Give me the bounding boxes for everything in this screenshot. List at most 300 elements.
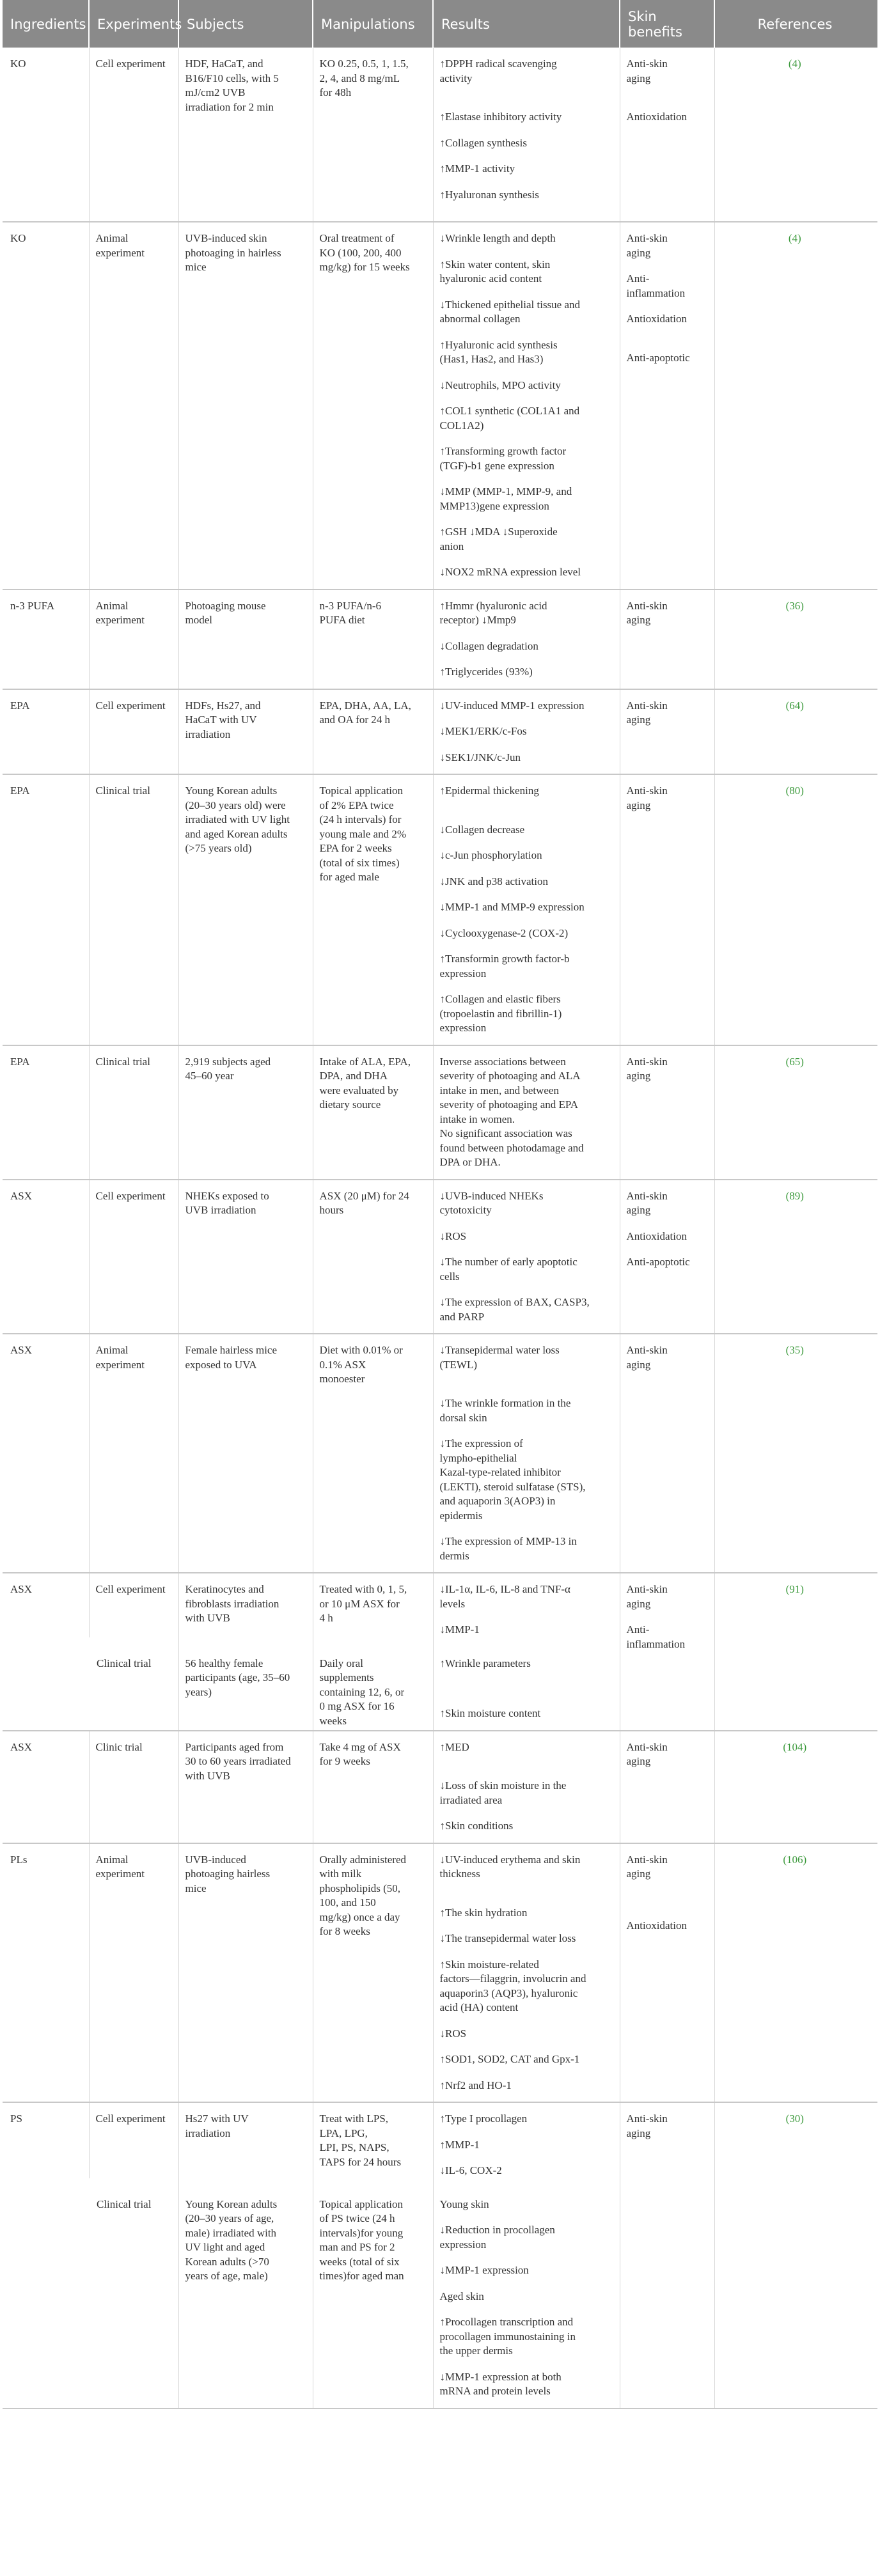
subjects-cell: [178, 1180, 313, 1334]
result-item-line: ↓JNK and p38 activation: [439, 875, 548, 887]
experiment-cell: [89, 2178, 178, 2408]
benefit-item-line: Anti-skin: [626, 1740, 668, 1753]
result-item: [440, 699, 611, 714]
result-item-line: ↓UV-induced erythema and skin: [439, 1853, 581, 1866]
benefit-item: [627, 231, 705, 260]
benefit-item-line: Antioxidation: [626, 313, 687, 325]
subjects-line: photoaging in hairless: [185, 246, 281, 259]
result-item-line: ↓ROS: [439, 1229, 467, 1242]
manipulations-line: mg/kg) once a day: [319, 1910, 400, 1923]
manipulations-line: dietary source: [319, 1098, 381, 1111]
result-item-line: ↓Wrinkle length and depth: [439, 232, 556, 244]
experiment-cell: [89, 1573, 178, 1637]
manipulations-line: times)for aged man: [319, 2270, 404, 2282]
results-cell: [433, 1637, 620, 1731]
benefit-item-line: Anti-apoptotic: [626, 351, 690, 364]
reference-link[interactable]: (35): [785, 1344, 804, 1356]
reference-cell: [714, 1180, 877, 1334]
result-item: [440, 2027, 611, 2041]
result-item: [440, 2315, 611, 2359]
benefit-item-line: aging: [626, 1358, 651, 1371]
subjects-line: UVB-induced skin: [185, 232, 267, 244]
manipulations-line: 100, and 150: [319, 1896, 376, 1909]
table-bottom-rule: [3, 2408, 877, 2409]
result-item-line: ↓The wrinkle formation in the: [439, 1397, 571, 1409]
subjects-line: Keratinocytes and: [185, 1583, 264, 1595]
result-item-line: intake in women.: [439, 1112, 515, 1125]
result-item-line: factors—filaggrin, involucrin and: [439, 1972, 586, 1985]
ingredient-cell: ASX: [3, 1731, 89, 1843]
manipulations-line: and OA for 24 h: [319, 714, 390, 726]
result-item-line: ↑MMP-1 activity: [439, 162, 515, 175]
manipulations-cell: [313, 589, 433, 689]
subjects-line: (20–30 years old) were: [185, 799, 286, 811]
ingredient-cell: n-3 PUFA: [3, 589, 89, 689]
result-item: [440, 2370, 611, 2399]
skin-benefits-cell: [620, 222, 714, 589]
subjects-line: and aged Korean adults: [185, 827, 288, 840]
result-item-line: (TEWL): [439, 1358, 478, 1371]
skin-benefits-cell: [620, 1045, 714, 1180]
manipulations-line: KO (100, 200, 400: [319, 246, 402, 259]
benefit-item: [627, 599, 705, 628]
results-cell: [433, 1731, 620, 1843]
result-item: [440, 599, 611, 628]
results-cell: [433, 1573, 620, 1637]
result-item-line: ↓Reduction in procollagen: [439, 2224, 555, 2236]
skin-benefits-cell: [620, 1731, 714, 1843]
result-item-line: ↓The expression of MMP-13 in: [439, 1535, 577, 1547]
experiment-line: Clinical trial: [95, 1055, 150, 1068]
experiment-cell: [89, 1637, 178, 1731]
result-item-line: ↓UVB-induced NHEKs: [439, 1189, 544, 1202]
reference-link[interactable]: (104): [783, 1740, 807, 1753]
result-item-line: ↓Transepidermal water loss: [439, 1344, 560, 1356]
subjects-cell: [178, 689, 313, 775]
experiment-cell: [89, 48, 178, 222]
reference-link[interactable]: (91): [785, 1583, 804, 1595]
experiment-line: Clinical trial: [97, 1657, 152, 1669]
benefit-item-line: Anti-skin: [626, 699, 668, 712]
subjects-line: irradiation for 2 min: [185, 100, 274, 113]
reference-link[interactable]: (30): [785, 2112, 804, 2125]
results-cell: [433, 774, 620, 1045]
manipulations-line: Orally administered: [319, 1853, 406, 1866]
subjects-line: Korean adults (>70: [185, 2255, 269, 2268]
result-item: [440, 1255, 611, 1284]
result-item: [440, 1706, 611, 1721]
reference-link[interactable]: (106): [783, 1853, 807, 1866]
result-item-line: ↑Epidermal thickening: [439, 785, 539, 797]
subjects-cell: [178, 2178, 313, 2408]
result-item: [440, 1295, 611, 1324]
subjects-line: B16/F10 cells, with 5: [185, 72, 279, 84]
experiment-line: Animal: [95, 1853, 129, 1866]
result-item-line: ↑Skin water content, skin: [439, 258, 551, 270]
result-item-line: ↓The number of early apoptotic: [439, 1256, 578, 1268]
table-row: [3, 1180, 877, 1334]
result-item-line: ↓MMP-1 expression at both: [439, 2370, 562, 2383]
manipulations-line: LPA, LPG,: [319, 2127, 368, 2139]
benefit-item-line: Anti-skin: [626, 58, 668, 70]
result-item: [440, 784, 611, 799]
ingredients-table: [3, 0, 877, 2408]
experiment-line: Cell experiment: [95, 58, 166, 70]
result-item: [440, 2290, 611, 2304]
ingredient-cell: ASX: [3, 1334, 89, 1573]
benefit-item-line: aging: [626, 1868, 651, 1880]
result-item-line: ↓Collagen degradation: [439, 639, 538, 652]
subjects-line: HDFs, Hs27, and: [185, 699, 261, 712]
result-item: [440, 2223, 611, 2252]
benefit-item-line: Anti-skin: [626, 1344, 668, 1356]
result-item-line: cytotoxicity: [439, 1204, 492, 1216]
subjects-line: Participants aged from: [185, 1740, 284, 1753]
result-item-line: severity of photoaging and ALA: [439, 1070, 581, 1082]
manipulations-line: n-3 PUFA/n-6: [319, 599, 381, 612]
result-item: [440, 751, 611, 765]
reference-cell: [714, 1334, 877, 1573]
result-item-line: dermis: [439, 1549, 469, 1562]
manipulations-line: containing 12, 6, or: [319, 1685, 405, 1698]
manipulations-cell: [313, 2178, 433, 2408]
manipulations-line: were evaluated by: [319, 1084, 399, 1097]
result-item-line: acid (HA) content: [439, 2001, 519, 2013]
benefit-item: [627, 272, 705, 301]
result-item-line: epidermis: [439, 1509, 483, 1522]
manipulations-cell: [313, 1637, 433, 1731]
result-item: [440, 1343, 611, 1372]
subjects-line: with UVB: [185, 1612, 230, 1624]
experiment-line: experiment: [95, 614, 145, 626]
benefit-item: [627, 699, 705, 728]
table-row: [3, 1731, 877, 1843]
benefit-item: [627, 1255, 705, 1270]
reference-link[interactable]: (89): [785, 1189, 804, 1202]
experiment-cell: [89, 1843, 178, 2103]
manipulations-line: Oral treatment of: [319, 232, 395, 244]
experiment-line: Animal: [95, 599, 129, 612]
benefit-item-line: Anti-apoptotic: [626, 1256, 690, 1268]
result-item-line: ↓MMP (MMP-1, MMP-9, and: [439, 485, 572, 497]
reference-link[interactable]: (36): [785, 599, 804, 612]
result-item-line: and PARP: [439, 1310, 485, 1323]
manipulations-line: for 9 weeks: [319, 1755, 370, 1767]
result-item-line: ↑GSH ↓MDA ↓Superoxide: [439, 526, 558, 538]
result-item-line: irradiated area: [439, 1793, 503, 1806]
result-item-line: levels: [439, 1597, 466, 1610]
result-item: [440, 2112, 611, 2127]
manipulations-line: KO 0.25, 0.5, 1, 1.5,: [319, 58, 409, 70]
result-item-line: the upper dermis: [439, 2345, 513, 2357]
manipulations-cell: [313, 1843, 433, 2103]
manipulations-cell: [313, 689, 433, 775]
result-item: [440, 1229, 611, 1244]
manipulations-line: of PS twice (24 h: [319, 2212, 395, 2224]
subjects-line: Female hairless mice: [185, 1344, 278, 1356]
result-item: [440, 875, 611, 889]
subjects-cell: [178, 1843, 313, 2103]
benefit-item-line: Anti-skin: [626, 1853, 668, 1866]
results-cell: [433, 689, 620, 775]
result-item-line: receptor) ↓Mmp9: [439, 614, 516, 626]
benefit-item: [627, 1343, 705, 1372]
result-item-line: Aged skin: [439, 2290, 484, 2302]
result-item-line: ↓IL-6, COX-2: [439, 2164, 502, 2176]
result-item: [440, 338, 611, 367]
reference-cell: [714, 1731, 877, 1843]
ingredient-cell: PLs: [3, 1843, 89, 2103]
header-references: References: [714, 0, 877, 48]
table-row: [3, 48, 877, 222]
subjects-cell: [178, 222, 313, 589]
result-item-line: ↑MED: [439, 1740, 469, 1753]
benefit-item-line: aging: [626, 1204, 651, 1216]
manipulations-line: weeks (total of six: [319, 2255, 400, 2268]
results-cell: [433, 2178, 620, 2408]
benefit-item: [627, 1919, 705, 1933]
header-subjects: Subjects: [178, 0, 313, 48]
experiment-cell: [89, 1045, 178, 1180]
subjects-line: model: [185, 614, 212, 626]
result-item-line: ↓UV-induced MMP-1 expression: [439, 699, 585, 712]
benefit-item: [627, 1623, 705, 1651]
benefit-item-line: Anti-: [626, 1623, 650, 1635]
ingredient-cell: KO: [3, 222, 89, 589]
reference-link[interactable]: (80): [785, 785, 804, 797]
subjects-cell: [178, 1334, 313, 1573]
result-item: [440, 1932, 611, 1946]
experiment-cell: [89, 222, 178, 589]
subjects-line: UVB irradiation: [185, 1204, 256, 1216]
result-item: [440, 2197, 611, 2212]
result-item: [440, 404, 611, 433]
benefit-item: [627, 784, 705, 813]
subjects-line: Photoaging mouse: [185, 599, 266, 612]
experiment-line: Clinical trial: [95, 785, 150, 797]
result-item-line: hyaluronic acid content: [439, 272, 542, 285]
result-item-line: (tropoelastin and fibrillin-1): [439, 1007, 562, 1020]
experiment-cell: [89, 589, 178, 689]
reference-cell: [714, 1843, 877, 2103]
result-item-line: ↑Elastase inhibitory activity: [439, 111, 562, 123]
subjects-line: with UVB: [185, 1769, 230, 1782]
reference-cell: [714, 589, 877, 689]
result-item-line: ↑Transforming growth factor: [439, 445, 567, 457]
ingredient-cell: EPA: [3, 774, 89, 1045]
manipulations-line: Daily oral: [319, 1657, 363, 1669]
result-item-line: ↓MEK1/ERK/c-Fos: [439, 725, 527, 737]
experiment-cell: [89, 774, 178, 1045]
result-item-line: ↓IL-1α, IL-6, IL-8 and TNF-α: [439, 1583, 570, 1595]
result-item-line: ↓The transepidermal water loss: [439, 1932, 576, 1944]
benefit-item-line: Anti-skin: [626, 2112, 668, 2125]
result-item-line: severity of photoaging and EPA: [439, 1098, 579, 1111]
manipulations-line: Take 4 mg of ASX: [319, 1740, 401, 1753]
subjects-line: mice: [185, 1882, 207, 1894]
result-item: [440, 1853, 611, 1882]
result-item-line: ↑Collagen and elastic fibers: [439, 993, 561, 1005]
ingredient-cell: ASX: [3, 1573, 89, 1731]
manipulations-line: monoester: [319, 1373, 365, 1385]
benefit-item: [627, 1055, 705, 1084]
manipulations-cell: [313, 1334, 433, 1573]
subjects-line: HaCaT with UV: [185, 714, 257, 726]
subjects-cell: [178, 48, 313, 222]
subjects-cell: [178, 1637, 313, 1731]
table-row: [3, 589, 877, 689]
result-item-line: ↓The expression of BAX, CASP3,: [439, 1296, 590, 1308]
experiment-cell: [89, 1180, 178, 1334]
ingredient-cell: ASX: [3, 1180, 89, 1334]
result-item: [440, 258, 611, 286]
subjects-line: years of age, male): [185, 2270, 268, 2282]
results-cell: [433, 1180, 620, 1334]
result-item-line: ↑Nrf2 and HO-1: [439, 2079, 512, 2091]
subjects-line: 2,919 subjects aged: [185, 1055, 271, 1068]
reference-link[interactable]: (4): [788, 232, 801, 244]
result-item: [440, 1055, 611, 1170]
result-item: [440, 848, 611, 863]
result-item: [440, 724, 611, 739]
subjects-cell: [178, 1045, 313, 1180]
benefit-item: [627, 1189, 705, 1218]
result-item-line: ↑The skin hydration: [439, 1906, 528, 1919]
subjects-line: NHEKs exposed to: [185, 1189, 269, 1202]
result-item: [440, 1437, 611, 1523]
subjects-line: fibroblasts irradiation: [185, 1597, 279, 1610]
benefit-item: [627, 1740, 705, 1769]
reference-link[interactable]: (64): [785, 699, 804, 712]
results-cell: [433, 1045, 620, 1180]
table-header-row: [3, 0, 877, 48]
table-row: [3, 1573, 877, 1637]
reference-cell: [714, 1045, 877, 1180]
result-item-line: dorsal skin: [439, 1411, 487, 1424]
result-item-line: cells: [439, 1270, 460, 1283]
result-item-line: ↑Collagen synthesis: [439, 136, 527, 149]
skin-benefits-cell: [620, 1180, 714, 1334]
manipulations-cell: [313, 1573, 433, 1637]
subjects-line: mJ/cm2 UVB: [185, 86, 246, 98]
benefit-item-line: Anti-skin: [626, 599, 668, 612]
result-item-line: ↑Skin moisture content: [439, 1707, 541, 1719]
subjects-line: participants (age, 35–60: [185, 1671, 290, 1683]
result-item-line: (Has1, Has2, and Has3): [439, 353, 544, 365]
skin-benefits-cell: [620, 48, 714, 222]
result-item-line: ↑Triglycerides (93%): [439, 666, 533, 678]
table-row: [3, 774, 877, 1045]
result-item: [440, 485, 611, 513]
result-item-line: ↓Neutrophils, MPO activity: [439, 379, 561, 391]
result-item-line: thickness: [439, 1868, 480, 1880]
manipulations-line: with milk: [319, 1868, 362, 1880]
result-item-line: (TGF)-b1 gene expression: [439, 459, 554, 472]
reference-cell: [714, 1573, 877, 1731]
result-item-line: activity: [439, 72, 473, 84]
manipulations-cell: [313, 1045, 433, 1180]
ingredient-cell: PS: [3, 2102, 89, 2408]
result-item-line: ↑COL1 synthetic (COL1A1 and: [439, 405, 580, 417]
result-item-line: ↓c-Jun phosphorylation: [439, 849, 542, 861]
subjects-line: irradiation: [185, 728, 231, 740]
result-item: [440, 992, 611, 1036]
reference-link[interactable]: (65): [785, 1055, 804, 1068]
manipulations-line: or 10 μM ASX for: [319, 1597, 400, 1610]
result-item-line: ↑MMP-1: [439, 2138, 480, 2151]
experiment-cell: [89, 1334, 178, 1573]
subjects-cell: [178, 589, 313, 689]
manipulations-line: PUFA diet: [319, 614, 365, 626]
result-item: [440, 900, 611, 915]
result-item-line: ↑Hmmr (hyaluronic acid: [439, 599, 547, 612]
manipulations-cell: [313, 1180, 433, 1334]
manipulations-line: EPA for 2 weeks: [319, 842, 392, 854]
result-item: [440, 1906, 611, 1921]
result-item-line: ↑Skin moisture-related: [439, 1958, 539, 1971]
benefit-item-line: aging: [626, 799, 651, 811]
header-skin-benefits: Skin benefits: [620, 0, 714, 48]
manipulations-line: DPA, and DHA: [319, 1070, 388, 1082]
benefit-item-line: aging: [626, 72, 651, 84]
benefit-item: [627, 1582, 705, 1611]
experiment-line: Animal: [95, 1344, 129, 1356]
result-item-line: Young skin: [439, 2197, 489, 2210]
result-item-line: ↑Procollagen transcription and: [439, 2316, 574, 2328]
result-item-line: expression: [439, 2238, 487, 2251]
experiment-line: Clinical trial: [97, 2197, 152, 2210]
subjects-line: mice: [185, 261, 207, 273]
ingredient-cell: EPA: [3, 689, 89, 775]
benefit-item-line: Antioxidation: [626, 1919, 687, 1932]
results-cell: [433, 222, 620, 589]
table-row: [3, 1843, 877, 2103]
result-item-line: ↓MMP-1: [439, 1623, 480, 1635]
result-item-line: No significant association was: [439, 1127, 572, 1139]
subjects-line: exposed to UVA: [185, 1358, 257, 1371]
benefit-item: [627, 1229, 705, 1244]
subjects-line: irradiated with UV light: [185, 813, 290, 825]
subjects-cell: [178, 1573, 313, 1637]
result-item: [440, 231, 611, 246]
manipulations-line: Treat with LPS,: [319, 2112, 389, 2125]
result-item: [440, 1779, 611, 1807]
subjects-line: UVB-induced: [185, 1853, 246, 1866]
manipulations-line: EPA, DHA, AA, LA,: [319, 699, 411, 712]
benefit-item: [627, 2112, 705, 2141]
manipulations-cell: [313, 2102, 433, 2178]
manipulations-line: man and PS for 2: [319, 2241, 395, 2253]
result-item-line: ↓MMP-1 expression: [439, 2264, 529, 2276]
benefit-item-line: Anti-skin: [626, 232, 668, 244]
experiment-line: experiment: [95, 1358, 145, 1371]
result-item-line: found between photodamage and: [439, 1141, 584, 1154]
subjects-line: photoaging hairless: [185, 1868, 271, 1880]
result-item: [440, 188, 611, 203]
reference-link[interactable]: (4): [788, 58, 801, 70]
manipulations-cell: [313, 774, 433, 1045]
manipulations-line: TAPS for 24 hours: [319, 2155, 402, 2168]
manipulations-line: ASX (20 μM) for 24: [319, 1189, 409, 1202]
manipulations-line: Intake of ALA, EPA,: [319, 1055, 411, 1068]
header-manipulations: Manipulations: [313, 0, 433, 48]
result-item-line: ↓Loss of skin moisture in the: [439, 1779, 567, 1791]
manipulations-line: Topical application: [319, 785, 404, 797]
results-cell: [433, 1843, 620, 2103]
result-item: [440, 110, 611, 125]
result-item-line: ↓Thickened epithelial tissue and: [439, 298, 581, 311]
experiment-line: experiment: [95, 1868, 145, 1880]
